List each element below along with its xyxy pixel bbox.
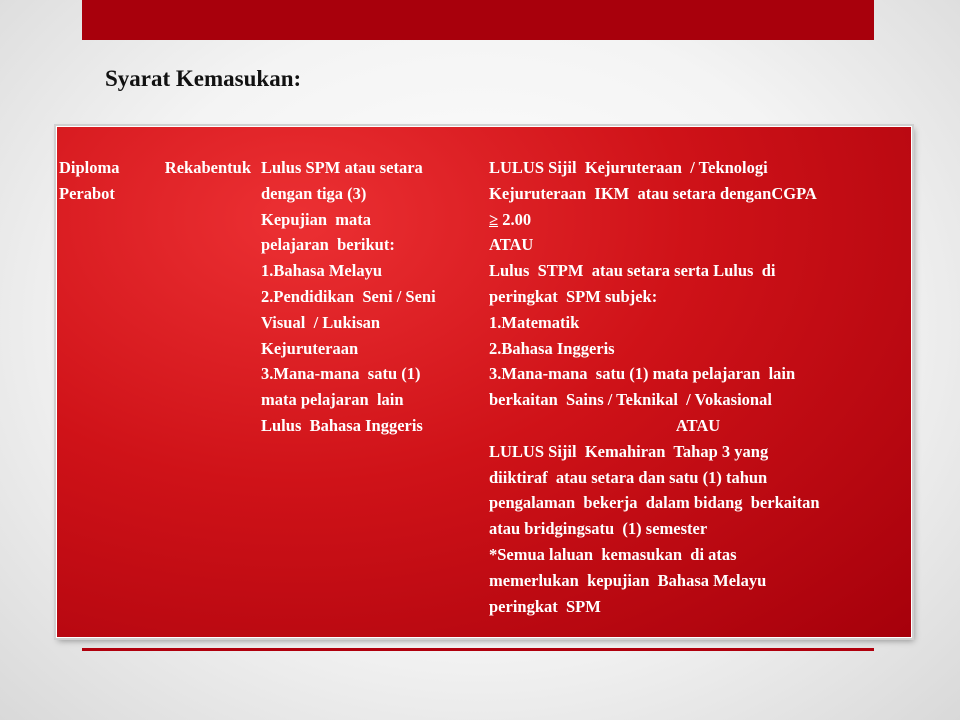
note-line: *Semua laluan kemasukan di atas	[489, 544, 737, 564]
requirement-line: pengalaman bekerja dalam bidang berkaitan	[489, 493, 820, 513]
requirement-line: 3.Mana-mana satu (1)	[261, 364, 421, 384]
greater-equal-symbol: ≥	[489, 209, 499, 229]
header-bar	[82, 0, 874, 40]
requirement-line: Kejuruteraan	[261, 338, 359, 358]
requirement-line: peringkat SPM subjek:	[489, 286, 658, 306]
requirement-line: Lulus SPM atau setara	[261, 158, 423, 177]
requirement-line: 1.Matematik	[489, 312, 580, 332]
requirement-line: Kejuruteraan IKM atau setara denganCGPA	[489, 183, 817, 203]
requirement-line: LULUS Sijil Kejuruteraan / Teknologi	[489, 158, 768, 177]
or-separator: ATAU	[489, 235, 534, 255]
requirement-line: Visual / Lukisan	[261, 312, 381, 332]
footer-rule	[82, 648, 874, 651]
program-name-line: Diploma Rekabentuk	[59, 158, 251, 177]
requirement-line: Lulus Bahasa Inggeris	[261, 415, 423, 435]
requirement-line: berkaitan Sains / Teknikal / Vokasional	[489, 390, 772, 410]
requirement-line: Lulus STPM atau setara serta Lulus di	[489, 261, 776, 281]
requirement-line: 3.Mana-mana satu (1) mata pelajaran lain	[489, 364, 796, 384]
program-column	[59, 155, 251, 207]
cgpa-value: 2.00	[498, 209, 532, 229]
cgpa-line	[489, 207, 907, 233]
requirement-line: Kepujian mata	[261, 209, 372, 229]
requirement-line: pelajaran berikut:	[261, 235, 395, 255]
requirement-line: diiktiraf atau setara dan satu (1) tahun	[489, 467, 768, 487]
requirement-line: dengan tiga (3)	[261, 183, 367, 203]
spm-requirement-column	[261, 155, 483, 439]
requirements-panel	[56, 126, 912, 638]
requirement-line: LULUS Sijil Kemahiran Tahap 3 yang	[489, 441, 769, 461]
or-separator: ATAU	[675, 415, 721, 435]
alternative-requirement-column	[489, 155, 907, 619]
requirement-line: 1.Bahasa Melayu	[261, 261, 383, 281]
note-line: peringkat SPM	[489, 596, 601, 616]
requirement-line: 2.Bahasa Inggeris	[489, 338, 615, 358]
requirement-line: atau bridgingsatu (1) semester	[489, 519, 708, 539]
requirement-line: mata pelajaran lain	[261, 390, 404, 410]
program-name-line: Perabot	[59, 183, 115, 203]
slide-title: Syarat Kemasukan:	[105, 66, 302, 91]
requirement-line: 2.Pendidikan Seni / Seni	[261, 286, 436, 306]
note-line: memerlukan kepujian Bahasa Melayu	[489, 570, 767, 590]
